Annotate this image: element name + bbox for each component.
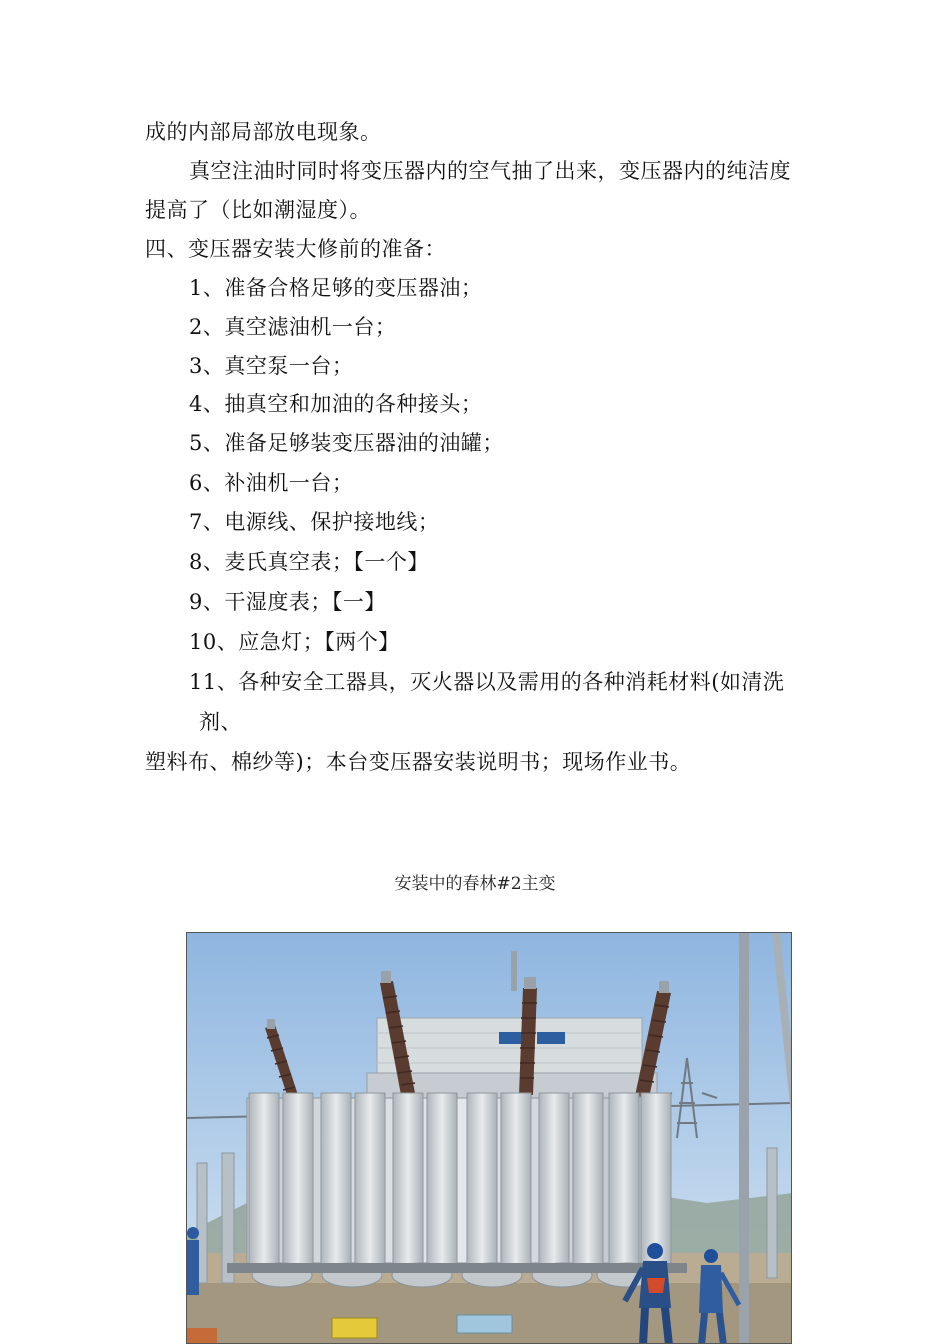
list-item: 6、补油机一台； bbox=[189, 471, 354, 495]
text-line: 真空注油时同时将变压器内的空气抽了出来，变压器内的纯洁度 bbox=[189, 159, 791, 183]
list-item: 11、各种安全工器具，灭火器以及需用的各种消耗材料(如清洗 bbox=[189, 670, 785, 694]
list-item: 10、应急灯；【两个】 bbox=[189, 630, 400, 654]
list-item: 7、电源线、保护接地线； bbox=[189, 510, 440, 534]
list-item: 9、干湿度表；【一】 bbox=[189, 590, 386, 614]
list-item: 5、准备足够装变压器油的油罐； bbox=[189, 431, 504, 455]
list-item-continuation: 剂、 bbox=[199, 710, 242, 734]
figure-caption: 安装中的春林#2主变 bbox=[394, 874, 556, 894]
transformer-photo bbox=[186, 932, 792, 1344]
text-line: 成的内部局部放电现象。 bbox=[145, 120, 382, 144]
list-item: 2、真空滤油机一台； bbox=[189, 315, 397, 339]
section-heading: 四、变压器安装大修前的准备： bbox=[145, 237, 446, 261]
list-item: 1、准备合格足够的变压器油； bbox=[189, 276, 483, 300]
list-item: 3、真空泵一台； bbox=[189, 354, 354, 378]
list-item: 4、抽真空和加油的各种接头； bbox=[189, 392, 483, 416]
text-line: 提高了（比如潮湿度）。 bbox=[145, 198, 371, 222]
text-line: 塑料布、棉纱等)；本台变压器安装说明书；现场作业书。 bbox=[145, 750, 692, 774]
list-item: 8、麦氏真空表；【一个】 bbox=[189, 550, 429, 574]
